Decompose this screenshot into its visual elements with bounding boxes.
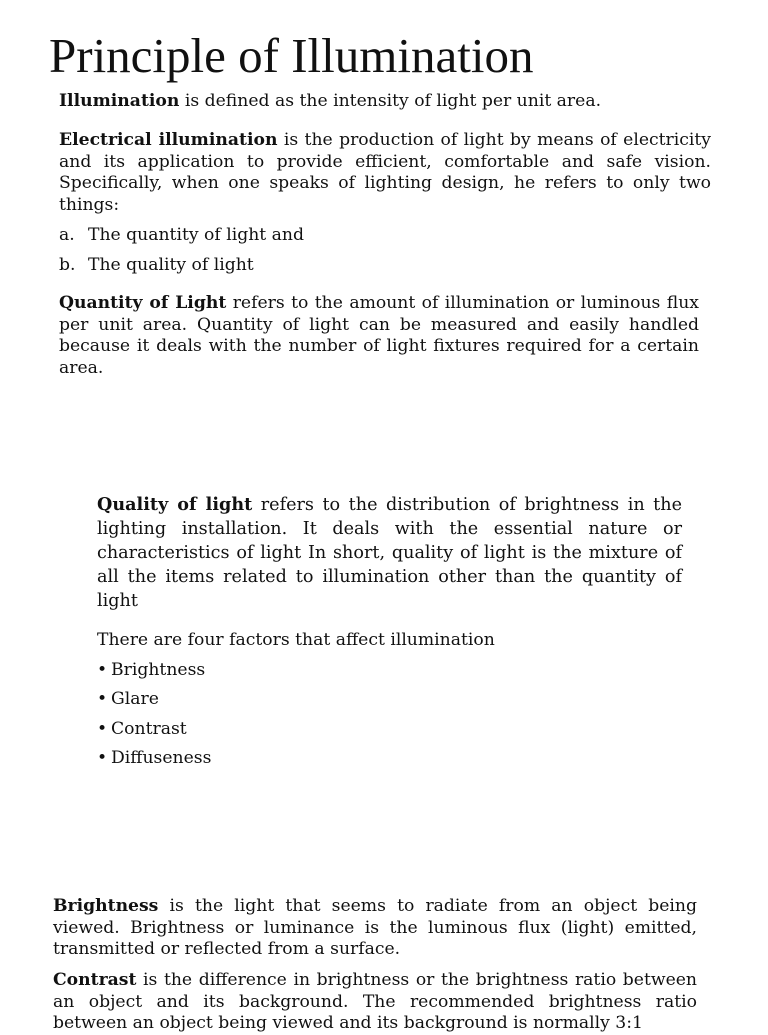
- electrical-illumination-text: is the production of light by means of electricity and its application to provide efficient, comfortable and safe vision. Specifically, when one speaks of lighting design, he refers to only two things:: [59, 130, 711, 215]
- list-item: [97, 719, 682, 741]
- factor-text: Brightness: [111, 659, 206, 680]
- brightness-paragraph: [53, 896, 697, 961]
- factor-text: Glare: [111, 689, 159, 709]
- bullet-icon: •: [97, 718, 108, 739]
- quality-of-light-paragraph: [97, 493, 682, 613]
- electrical-illumination-paragraph: [59, 130, 711, 216]
- bullet-icon: •: [97, 689, 108, 709]
- factor-text: Contrast: [111, 718, 187, 739]
- list-item: [97, 660, 682, 682]
- quantity-of-light-term: Quantity of Light: [59, 293, 227, 313]
- lighting-design-list: [59, 225, 711, 276]
- bullet-icon: •: [97, 748, 108, 768]
- list-item-text: The quality of light: [88, 254, 254, 275]
- factor-text: Diffuseness: [111, 748, 212, 768]
- list-item: [59, 255, 711, 277]
- list-item: [97, 748, 682, 770]
- quality-of-light-text: refers to the distribution of brightness in the lighting installation. It deals with the essential nature or characteristics of light In short, quality of light is the mixture of all the items related to illumination other than the quantity of light: [97, 495, 682, 611]
- factors-intro: There are four factors that affect illumination: [97, 630, 495, 650]
- bullet-icon: •: [97, 659, 108, 680]
- contrast-term: Contrast: [53, 970, 137, 990]
- electrical-illumination-term: Electrical illumination: [59, 130, 278, 150]
- list-item: [59, 225, 711, 247]
- contrast-text: is the difference in brightness or the brightness ratio between an object and its background. The recommended brightness ratio between an object being viewed and its background is normally 3:1: [53, 970, 697, 1033]
- illumination-definition: [59, 91, 711, 113]
- contrast-paragraph: [53, 970, 697, 1035]
- quantity-of-light-text: refers to the amount of illumination or luminous flux per unit area. Quantity of light can be measured and easily handled because it deals with the number of light fixtures required for a certain area.: [59, 293, 699, 378]
- list-marker: b.: [59, 254, 76, 275]
- illumination-term: Illumination: [59, 91, 180, 111]
- list-item: [97, 689, 682, 711]
- page-title: Principle of Illumination: [49, 28, 534, 83]
- list-marker: a.: [59, 225, 75, 245]
- brightness-term: Brightness: [53, 896, 159, 916]
- factors-section: [97, 630, 682, 770]
- illumination-text: is defined as the intensity of light per unit area.: [179, 91, 602, 111]
- list-item-text: The quantity of light and: [88, 225, 304, 245]
- brightness-text: is the light that seems to radiate from an object being viewed. Brightness or luminance is the luminous flux (light) emitted, transmitted or reflected from a surface.: [53, 896, 697, 959]
- quality-of-light-term: Quality of light: [97, 494, 253, 515]
- quantity-of-light-paragraph: [59, 293, 699, 379]
